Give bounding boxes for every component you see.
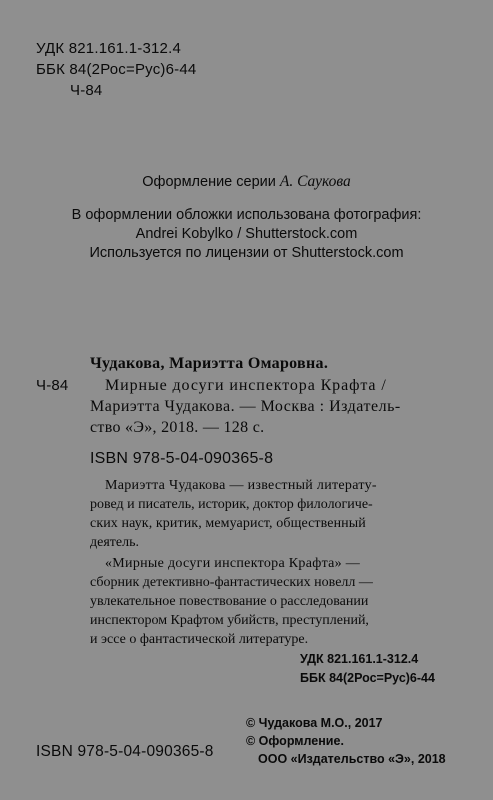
title-line: ство «Э», 2018. — 128 с. — [90, 419, 265, 436]
annotation-line: Мариэтта Чудакова — известный литерату- — [105, 478, 377, 493]
copyright-line: © Чудакова М.О., 2017 — [246, 716, 383, 730]
series-design-prefix: Оформление серии — [142, 174, 276, 190]
copyright-line: ООО «Издательство «Э», 2018 — [258, 752, 446, 766]
copyright-line: © Оформление. — [246, 734, 344, 748]
annotation-line: ровед и писатель, историк, доктор филологиче- — [90, 497, 373, 512]
annotation-line: сборник детективно-фантастических новелл — — [90, 575, 373, 590]
title-line: Мариэтта Чудакова. — Москва : Издатель- — [90, 398, 401, 415]
author-heading: Чудакова, Мариэтта Омаровна. — [90, 355, 329, 372]
photo-credit: Andrei Kobylko / Shutterstock.com — [135, 226, 358, 242]
annotation-line: «Мирные досуги инспектора Крафта» — — [105, 556, 361, 571]
series-design-name: А. Саукова — [279, 173, 351, 190]
footer-isbn: ISBN 978-5-04-090365-8 — [36, 743, 214, 760]
bbk-code-top: ББК 84(2Рос=Рус)6-44 — [36, 61, 197, 78]
author-mark: Ч-84 — [36, 377, 69, 394]
annotation-line: инспектором Крафтом убийств, преступлений, — [90, 613, 369, 628]
annotation-line: деятель. — [90, 535, 139, 550]
isbn: ISBN 978-5-04-090365-8 — [90, 450, 274, 467]
license-line: Используется по лицензии от Shutterstock.com — [89, 245, 404, 261]
bbk-code: ББК 84(2Рос=Рус)6-44 — [300, 671, 435, 685]
udk-code: УДК 821.161.1-312.4 — [300, 652, 419, 666]
author-mark-top: Ч-84 — [70, 82, 103, 99]
annotation-line: и эссе о фантастической литературе. — [90, 632, 309, 647]
title-line: Мирные досуги инспектора Крафта / — [105, 377, 387, 394]
cover-photo-line: В оформлении обложки использована фотография: — [71, 207, 422, 223]
annotation-line: увлекательное повествование о расследовании — [90, 594, 369, 609]
series-design-credit — [0, 173, 493, 191]
annotation-line: ских наук, критик, мемуарист, общественный — [90, 516, 366, 531]
udk-code-top: УДК 821.161.1-312.4 — [36, 40, 181, 57]
